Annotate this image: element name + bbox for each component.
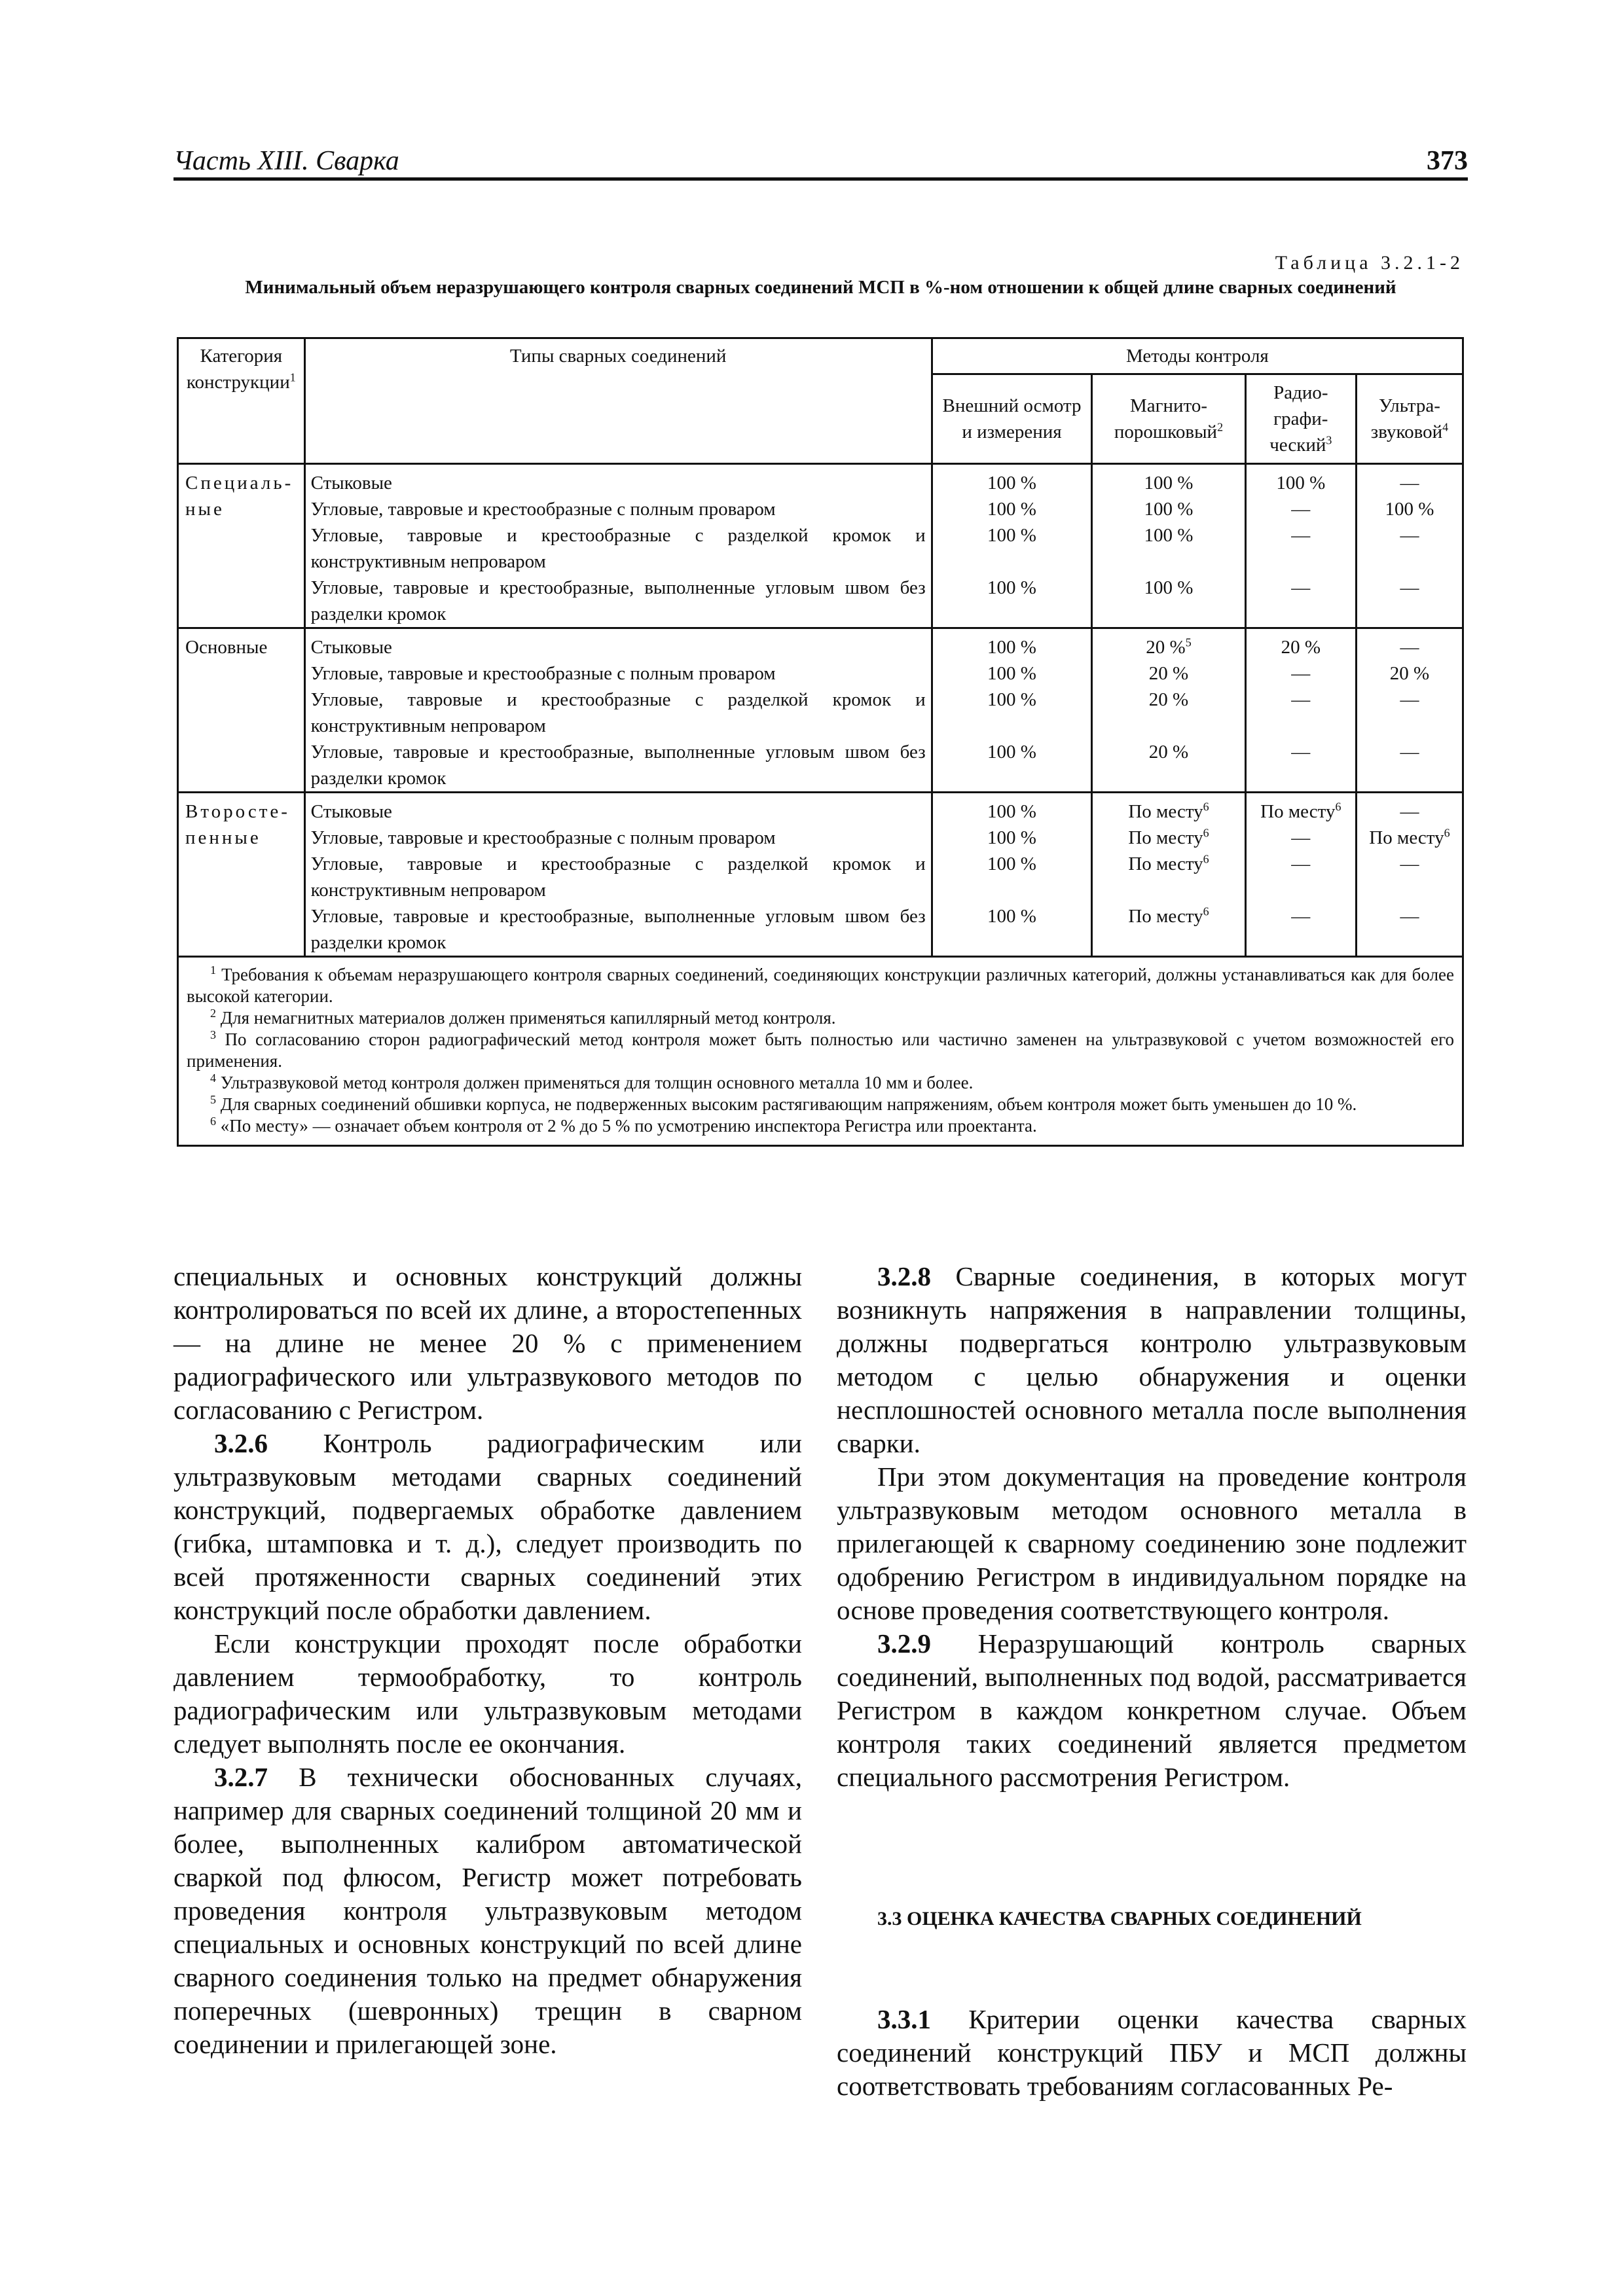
radiographic-values: По месту$^6$ — — — [1245, 793, 1356, 957]
paragraph: При этом документация на проведение контроля ультразвуковым методом основного металла в прилегающей к сварному соединению зоне подлежит одобрению Регистром в индивидуальном порядке на основе проведения соответствующего контроля. [837, 1462, 1467, 1625]
col-header-ultrasonic: Ультра- звуковой$^4$ [1356, 374, 1463, 464]
table-header-row [178, 338, 1463, 374]
running-head-title: Часть XIII. Сварка [173, 146, 399, 176]
table-caption [173, 252, 1468, 299]
right-column-continued [837, 2003, 1467, 2103]
footnote: $^3$ По согласованию сторон радиографический метод контроля может быть полностью или частично заменен на ультразвуковой с учетом возможностей его применения. [187, 1028, 1454, 1071]
table-number: Таблица 3.2.1-2 [1275, 252, 1464, 274]
page-number: 373 [1427, 146, 1468, 176]
category-secondary: Второсте- пенные [178, 793, 305, 957]
paragraph: 3.2.9 Неразрушающий контроль сварных соединений, выполненных под водой, рассматривается Регистром в каждом конкретном случае. Объем контроля таких соединений является предметом специального рассмотрения Регистром. [837, 1628, 1467, 1792]
radiographic-values: 100 % — — — [1245, 464, 1356, 628]
category-main: Основные [178, 628, 305, 793]
col-header-methods: Методы контроля [932, 338, 1463, 374]
footnote: $^2$ Для немагнитных материалов должен применяться капиллярный метод контроля. [210, 1007, 836, 1028]
table-row [178, 464, 1463, 628]
table-notes [178, 957, 1463, 1146]
ultrasonic-values: — 100 % — — [1356, 464, 1463, 628]
types-cell: Стыковые Угловые, тавровые и крестообразные с полным проваром Угловые, тавровые и крестообразные с разделкой кромок и конструктивным непроваром Угловые, тавровые и крестообразные, выполненные угловым швом без разделки кромок [304, 628, 932, 793]
footnote: $^5$ Для сварных соединений обшивки корпуса, не подверженных высоким растягивающим напряжениям, объем контроля может быть уменьшен до 10 %. [210, 1093, 1357, 1114]
category-special: Специаль- ные [178, 464, 305, 628]
left-column [173, 1260, 802, 2061]
paragraph: Если конструкции проходят после обработки давлением термообработку, то контроль радиографическим или ультразвуковым методами следует выполнять после ее окончания. [173, 1628, 802, 1759]
visual-values: 100 % 100 % 100 % 100 % [932, 793, 1092, 957]
radiographic-values: 20 % — — — [1245, 628, 1356, 793]
table-title: Минимальный объем неразрушающего контроля сварных соединений МСП в %-ном отношении к общей длине сварных соединений [245, 277, 1396, 298]
magnetic-values: 100 % 100 % 100 % 100 % [1092, 464, 1245, 628]
table-row [178, 793, 1463, 957]
footnote: $^1$ Требования к объемам неразрушающего контроля сварных соединений, соединяющих конструкции различных категорий, должны устанавливаться как для более высокой категории. [187, 963, 1455, 1006]
footnote: $^6$ «По месту» — означает объем контроля от 2 % до 5 % по усмотрению инспектора Регистра или проектанта. [210, 1115, 1037, 1136]
ndt-table [177, 337, 1464, 1147]
section-heading: 3.3 ОЦЕНКА КАЧЕСТВА СВАРНЫХ СОЕДИНЕНИЙ [877, 1908, 1362, 1929]
header-rule [173, 177, 1468, 181]
visual-values: 100 % 100 % 100 % 100 % [932, 628, 1092, 793]
ultrasonic-values: — 20 % — — [1356, 628, 1463, 793]
paragraph: 3.3.1 Критерии оценки качества сварных соединений конструкций ПБУ и МСП должны соответствовать требованиям согласованных Ре- [837, 2004, 1467, 2101]
magnetic-values: 20 %$^5$ 20 % 20 % 20 % [1092, 628, 1245, 793]
right-column [837, 1260, 1467, 1794]
paragraph: специальных и основных конструкций должны контролироваться по всей их длине, а второстепенных — на длине не менее 20 % с применением радиографического или ультразвукового методов по согласованию с Регистром. [173, 1261, 802, 1425]
col-header-visual: Внешний осмотр и измерения [932, 374, 1092, 464]
ultrasonic-values: — По месту$^6$ — — [1356, 793, 1463, 957]
table-row [178, 628, 1463, 793]
types-cell: Стыковые Угловые, тавровые и крестообразные с полным проваром Угловые, тавровые и крестообразные с разделкой кромок и конструктивным непроваром Угловые, тавровые и крестообразные, выполненные угловым швом без разделки кромок [304, 793, 932, 957]
paragraph: 3.2.8 Сварные соединения, в которых могут возникнуть напряжения в направлении толщины, должны подвергаться контролю ультразвуковым методом с целью обнаружения и оценки несплошностей основного металла после выполнения сварки. [837, 1261, 1467, 1458]
col-header-category: Категория конструкции$^1$ [178, 338, 305, 464]
running-head [173, 145, 1468, 178]
paragraph: 3.2.6 Контроль радиографическим или ультразвуковым методами сварных соединений конструкций, подвергаемых обработке давлением (гибка, штамповка и т. д.), следует производить по всей протяженности сварных соединений этих конструкций после обработки давлением. [173, 1428, 802, 1625]
col-header-types: Типы сварных соединений [304, 338, 932, 464]
types-cell: Стыковые Угловые, тавровые и крестообразные с полным проваром Угловые, тавровые и крестообразные с разделкой кромок и конструктивным непроваром Угловые, тавровые и крестообразные, выполненные угловым швом без разделки кромок [304, 464, 932, 628]
footnote: $^4$ Ультразвуковой метод контроля должен применяться для толщин основного металла 10 мм и более. [210, 1071, 974, 1092]
visual-values: 100 % 100 % 100 % 100 % [932, 464, 1092, 628]
col-header-radiographic: Радио- графи- ческий$^3$ [1245, 374, 1356, 464]
magnetic-values: По месту$^6$ По месту$^6$ По месту$^6$ По месту$^6$ [1092, 793, 1245, 957]
col-header-magnetic: Магнито- порошковый$^2$ [1092, 374, 1245, 464]
paragraph: 3.2.7 В технически обоснованных случаях, например для сварных соединений толщиной 20 мм и более, выполненных калибром автоматической сваркой под флюсом, Регистр может потребовать проведения контроля ультразвуковым методом специальных и основных конструкций по всей длине сварного соединения только на предмет обнаружения поперечных (шевронных) трещин в сварном соединении и прилегающей зоне. [173, 1762, 802, 2059]
table-notes-row [178, 957, 1463, 1146]
